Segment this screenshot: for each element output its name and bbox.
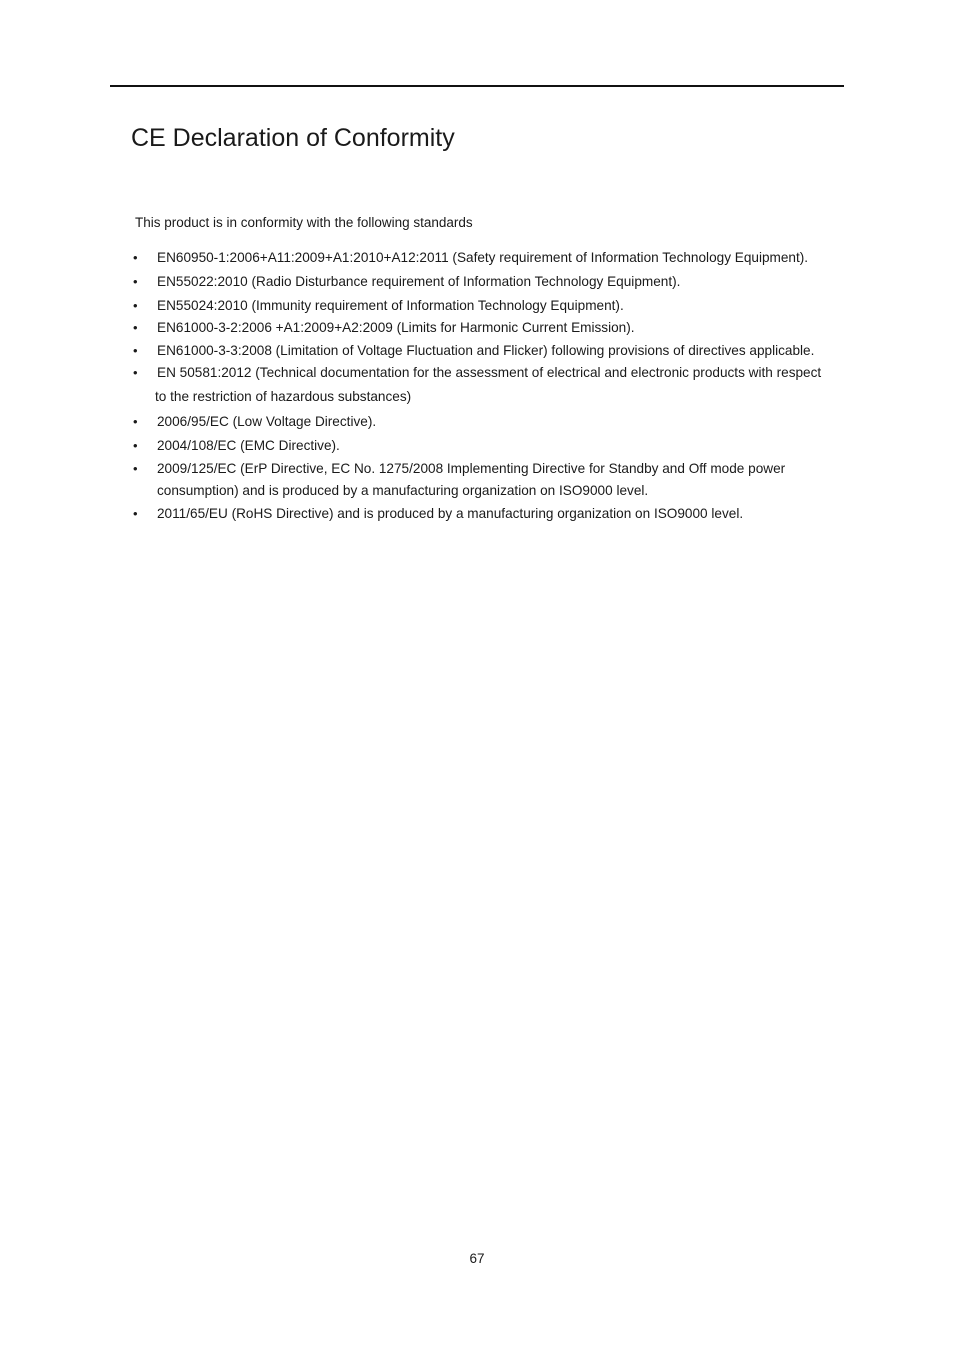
bullet: • xyxy=(133,365,138,380)
list-item-text xyxy=(157,458,877,502)
list-item-line: EN55024:2010 (Immunity requirement of Information Technology Equipment). xyxy=(157,298,624,313)
bullet: • xyxy=(133,250,138,265)
bullet: • xyxy=(133,298,138,313)
list-item-line: 2006/95/EC (Low Voltage Directive). xyxy=(157,414,377,429)
list-item-line: EN61000-3-3:2008 (Limitation of Voltage Fluctuation and Flicker) following provisions of directives applicable. xyxy=(157,343,815,358)
list-item-line-continued: to the restriction of hazardous substances) xyxy=(155,389,412,404)
header-rule xyxy=(110,85,844,87)
list-item-text xyxy=(157,503,877,525)
list-item-line: 2004/108/EC (EMC Directive). xyxy=(157,438,340,453)
list-item-line: EN61000-3-2:2006 +A1:2009+A2:2009 (Limits for Harmonic Current Emission). xyxy=(157,320,635,335)
bullet: • xyxy=(133,461,138,476)
bullet: • xyxy=(133,438,138,453)
intro-text: This product is in conformity with the following standards xyxy=(135,215,473,230)
page-number: 67 xyxy=(469,1251,485,1266)
list-item-line-continued: consumption) and is produced by a manufacturing organization on ISO9000 level. xyxy=(157,483,649,498)
list-item-text xyxy=(157,362,877,408)
bullet: • xyxy=(133,506,138,521)
bullet: • xyxy=(133,320,138,335)
bullet: • xyxy=(133,274,138,289)
list-item-text xyxy=(157,340,877,362)
list-item-text xyxy=(157,317,877,339)
list-item-line: EN 50581:2012 (Technical documentation for the assessment of electrical and electronic products with respect xyxy=(157,365,822,380)
bullet: • xyxy=(133,414,138,429)
list-item-line: 2011/65/EU (RoHS Directive) and is produced by a manufacturing organization on ISO9000 level. xyxy=(157,506,744,521)
list-item-text xyxy=(157,247,877,269)
list-item-text xyxy=(157,435,877,457)
list-item-line: 2009/125/EC (ErP Directive, EC No. 1275/2008 Implementing Directive for Standby and Off mode power xyxy=(157,461,786,476)
list-item-line: EN55022:2010 (Radio Disturbance requirement of Information Technology Equipment). xyxy=(157,274,681,289)
list-item-text xyxy=(157,271,877,293)
list-item-text xyxy=(157,295,877,317)
list-item-text xyxy=(157,411,877,433)
page-title: CE Declaration of Conformity xyxy=(131,124,455,152)
bullet: • xyxy=(133,343,138,358)
list-item-line: EN60950-1:2006+A11:2009+A1:2010+A12:2011 (Safety requirement of Information Technology Equipment). xyxy=(157,250,809,265)
